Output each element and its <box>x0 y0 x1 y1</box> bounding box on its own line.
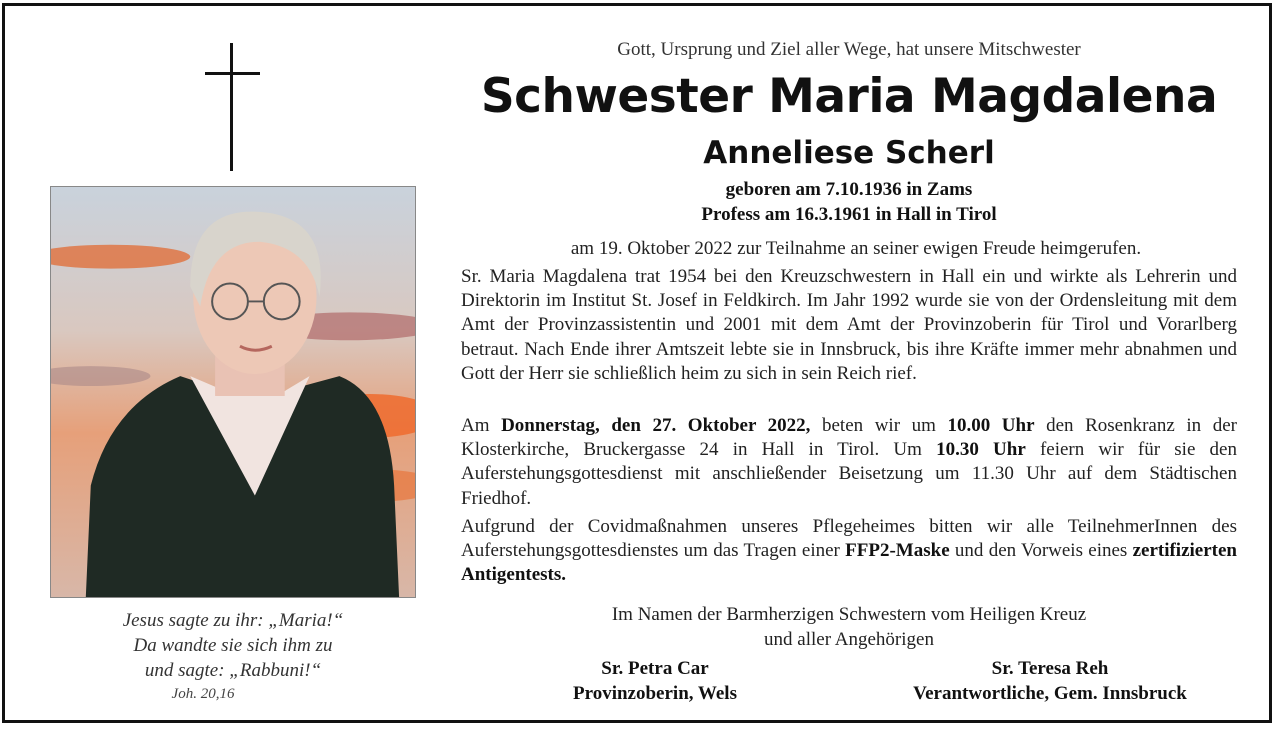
signatory <box>525 656 785 706</box>
birth-date: geboren am 7.10.1936 in Zams <box>725 179 973 200</box>
text: Am <box>461 415 502 436</box>
obituary-frame <box>2 3 1272 723</box>
signatory-name: Sr. Petra Car <box>601 658 709 679</box>
closing-line: Im Namen der Barmherzigen Schwestern vom Heiligen Kreuz <box>611 604 1087 625</box>
signatory-name: Sr. Teresa Reh <box>991 658 1109 679</box>
death-notice: am 19. Oktober 2022 zur Teilnahme an seiner ewigen Freude heimgerufen. <box>570 238 1142 259</box>
covid-notice <box>461 515 1237 588</box>
profess-date: Profess am 16.3.1961 in Hall in Tirol <box>701 204 997 225</box>
mass-time: 10.30 Uhr <box>936 439 1026 461</box>
funeral-service <box>461 414 1237 511</box>
signatory <box>865 656 1235 706</box>
text: beten wir um <box>810 415 948 436</box>
cross-icon-bar <box>205 72 260 75</box>
text: und den Vorweis eines <box>949 540 1133 562</box>
religious-name: Schwester Maria Magdalena <box>480 69 1218 124</box>
closing <box>461 602 1237 652</box>
biography: Sr. Maria Magdalena trat 1954 bei den Kreuzschwestern in Hall ein und wirkte als Lehrerin und Direktorin im Institut St. Josef in Feldkirch. Im Jahr 1992 wurde sie von der Ordensleitung mit dem Amt der Provinzassistentin und 2001 mit dem Amt der Provinzoberin für Tirol und Vorarlberg betraut. Nach Ende ihrer Amtszeit lebte sie in Innsbruck, bis ihre Kräfte immer mehr abnahmen und Gott der Herr sie schließlich heim zu sich in sein Reich rief. <box>461 266 1237 384</box>
quote-line: Jesus sagte zu ihr: „Maria!“ <box>122 610 344 631</box>
signatory-role: Provinzoberin, Wels <box>573 683 737 704</box>
intro-line: Gott, Ursprung und Ziel aller Wege, hat unsere Mitschwester <box>617 39 1081 60</box>
text: den Rosenkranz in der Klosterkirche, Bruckergasse 24 in Hall in Tirol. Um <box>461 415 1237 461</box>
civil-name: Anneliese Scherl <box>703 135 995 171</box>
life-dates <box>461 177 1237 227</box>
closing-line: und aller Angehörigen <box>764 629 934 650</box>
service-date: Donnerstag, den 27. Oktober 2022, <box>501 415 811 436</box>
bible-quote <box>50 608 416 705</box>
rosary-time: 10.00 Uhr <box>947 415 1035 436</box>
test-requirement: zertifizierten Antigentests. <box>461 540 1237 586</box>
text: Aufgrund der Covidmaßnahmen unseres Pflegeheimes bitten wir alle TeilnehmerInnen des Auferstehungsgottesdienstes um das Tragen einer <box>461 516 1237 562</box>
signatory-role: Verantwortliche, Gem. Innsbruck <box>913 683 1187 704</box>
text: feiern wir für sie den Auferstehungsgottesdienst mit anschließender Beisetzung um 11.30 Uhr auf dem Städtischen Friedhof. <box>461 439 1237 509</box>
mask-requirement: FFP2-Maske <box>845 540 950 562</box>
quote-line: und sagte: „Rabbuni!“ <box>144 660 322 681</box>
quote-reference: Joh. 20,16 <box>171 686 235 702</box>
quote-line: Da wandte sie sich ihm zu <box>133 635 333 656</box>
portrait-photo <box>50 186 416 598</box>
cross-icon <box>230 43 233 171</box>
